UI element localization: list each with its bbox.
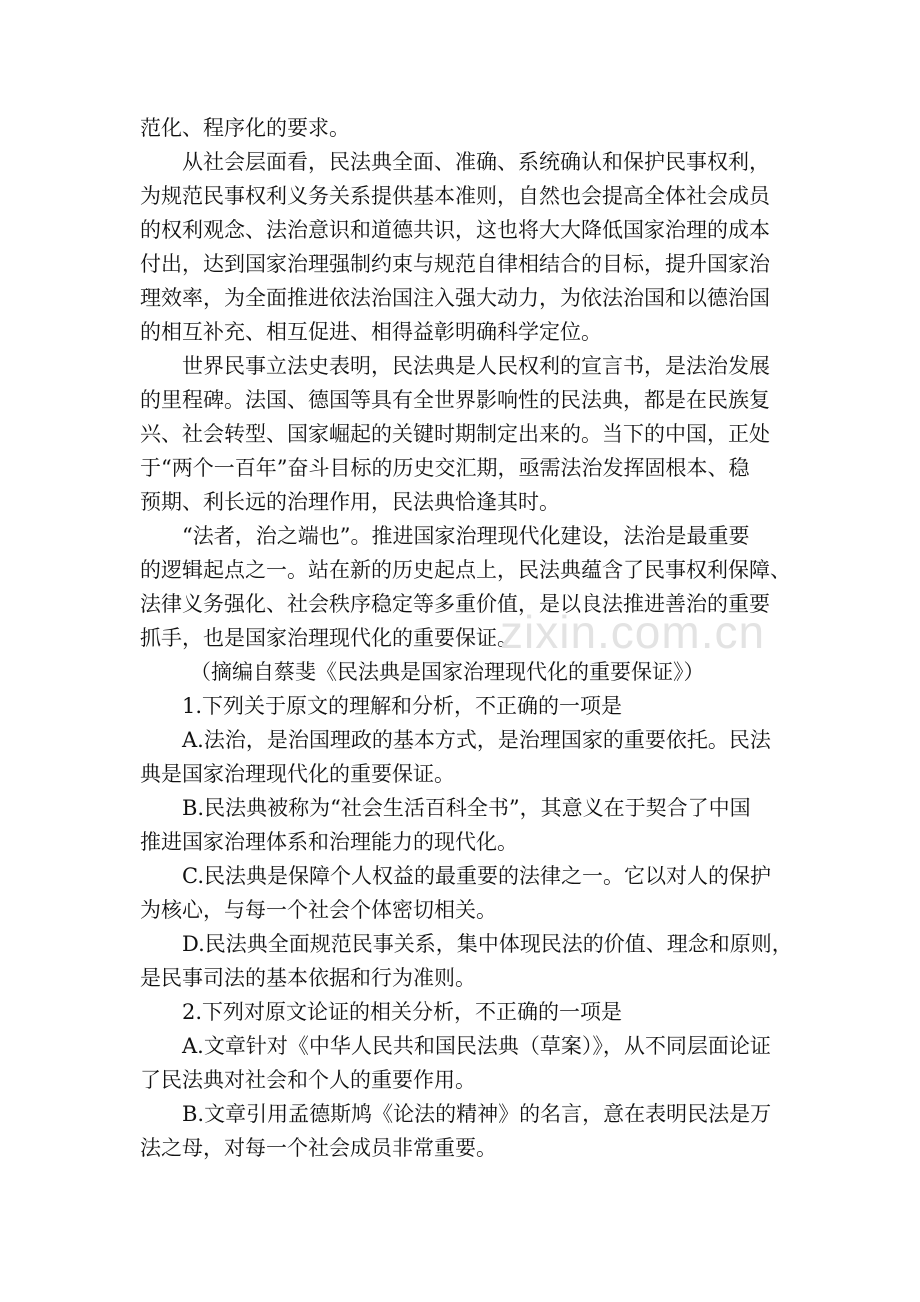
option-line: 了民法典对社会和个人的重要作用。 (140, 1068, 476, 1092)
text-line: 的里程碑。法国、德国等具有全世界影响性的民法典，都是在民族复 (140, 388, 770, 412)
option-line: 推进国家治理体系和治理能力的现代化。 (140, 830, 518, 854)
source-citation: （摘编自蔡斐《民法典是国家治理现代化的重要保证》） (190, 660, 705, 684)
text-line: 的权利观念、法治意识和道德共识，这也将大大降低国家治理的成本 (140, 218, 770, 242)
text-line: 于“两个一百年”奋斗目标的历史交汇期，亟需法治发挥固根本、稳 (140, 456, 750, 480)
watermark: zixin.com.cn (500, 606, 766, 658)
paragraph-start-line: 从社会层面看，民法典全面、准确、系统确认和保护民事权利， (182, 150, 770, 174)
option-line: A.文章针对《中华人民共和国民法典（草案）》，从不同层面论证 (182, 1034, 771, 1058)
option-line: A.法治，是治国理政的基本方式，是治理国家的重要依托。民法 (182, 728, 771, 752)
text-line: 预期、利长远的治理作用，民法典恰逢其时。 (140, 490, 560, 514)
text-line: 抓手，也是国家治理现代化的重要保证。 (140, 626, 518, 650)
paragraph-start-line: 世界民事立法史表明，民法典是人民权利的宣言书，是法治发展 (182, 354, 770, 378)
text-line: 法律义务强化、社会秩序稳定等多重价值，是以良法推进善治的重要 (140, 592, 770, 616)
text-line: 的相互补充、相互促进、相得益彰明确科学定位。 (140, 320, 602, 344)
option-line: 是民事司法的基本依据和行为准则。 (140, 966, 476, 990)
question-1-stem: 1.下列关于原文的理解和分析，不正确的一项是 (182, 694, 623, 718)
option-line: B.民法典被称为“社会生活百科全书”，其意义在于契合了中国 (182, 796, 751, 820)
option-line: D.民法典全面规范民事关系，集中体现民法的价值、理念和原则， (182, 932, 793, 956)
option-line: 为核心，与每一个社会个体密切相关。 (140, 898, 497, 922)
text-line: 范化、程序化的要求。 (140, 116, 350, 140)
option-line: 典是国家治理现代化的重要保证。 (140, 762, 455, 786)
text-line: 兴、社会转型、国家崛起的关键时期制定出来的。当下的中国，正处 (140, 422, 770, 446)
option-line: 法之母，对每一个社会成员非常重要。 (140, 1136, 497, 1160)
text-line: 付出，达到国家治理强制约束与规范自律相结合的目标，提升国家治 (140, 252, 770, 276)
text-line: 的逻辑起点之一。站在新的历史起点上，民法典蕴含了民事权利保障、 (140, 558, 791, 582)
paragraph-start-line: “法者，治之端也”。推进国家治理现代化建设，法治是最重要 (182, 524, 750, 548)
text-line: 理效率，为全面推进依法治国注入强大动力，为依法治国和以德治国 (140, 286, 770, 310)
option-line: B.文章引用孟德斯鸠《论法的精神》的名言，意在表明民法是万 (182, 1102, 772, 1126)
option-line: C.民法典是保障个人权益的最重要的法律之一。它以对人的保护 (182, 864, 771, 888)
text-line: 为规范民事权利义务关系提供基本准则，自然也会提高全体社会成员 (140, 184, 770, 208)
question-2-stem: 2.下列对原文论证的相关分析，不正确的一项是 (182, 1000, 623, 1024)
